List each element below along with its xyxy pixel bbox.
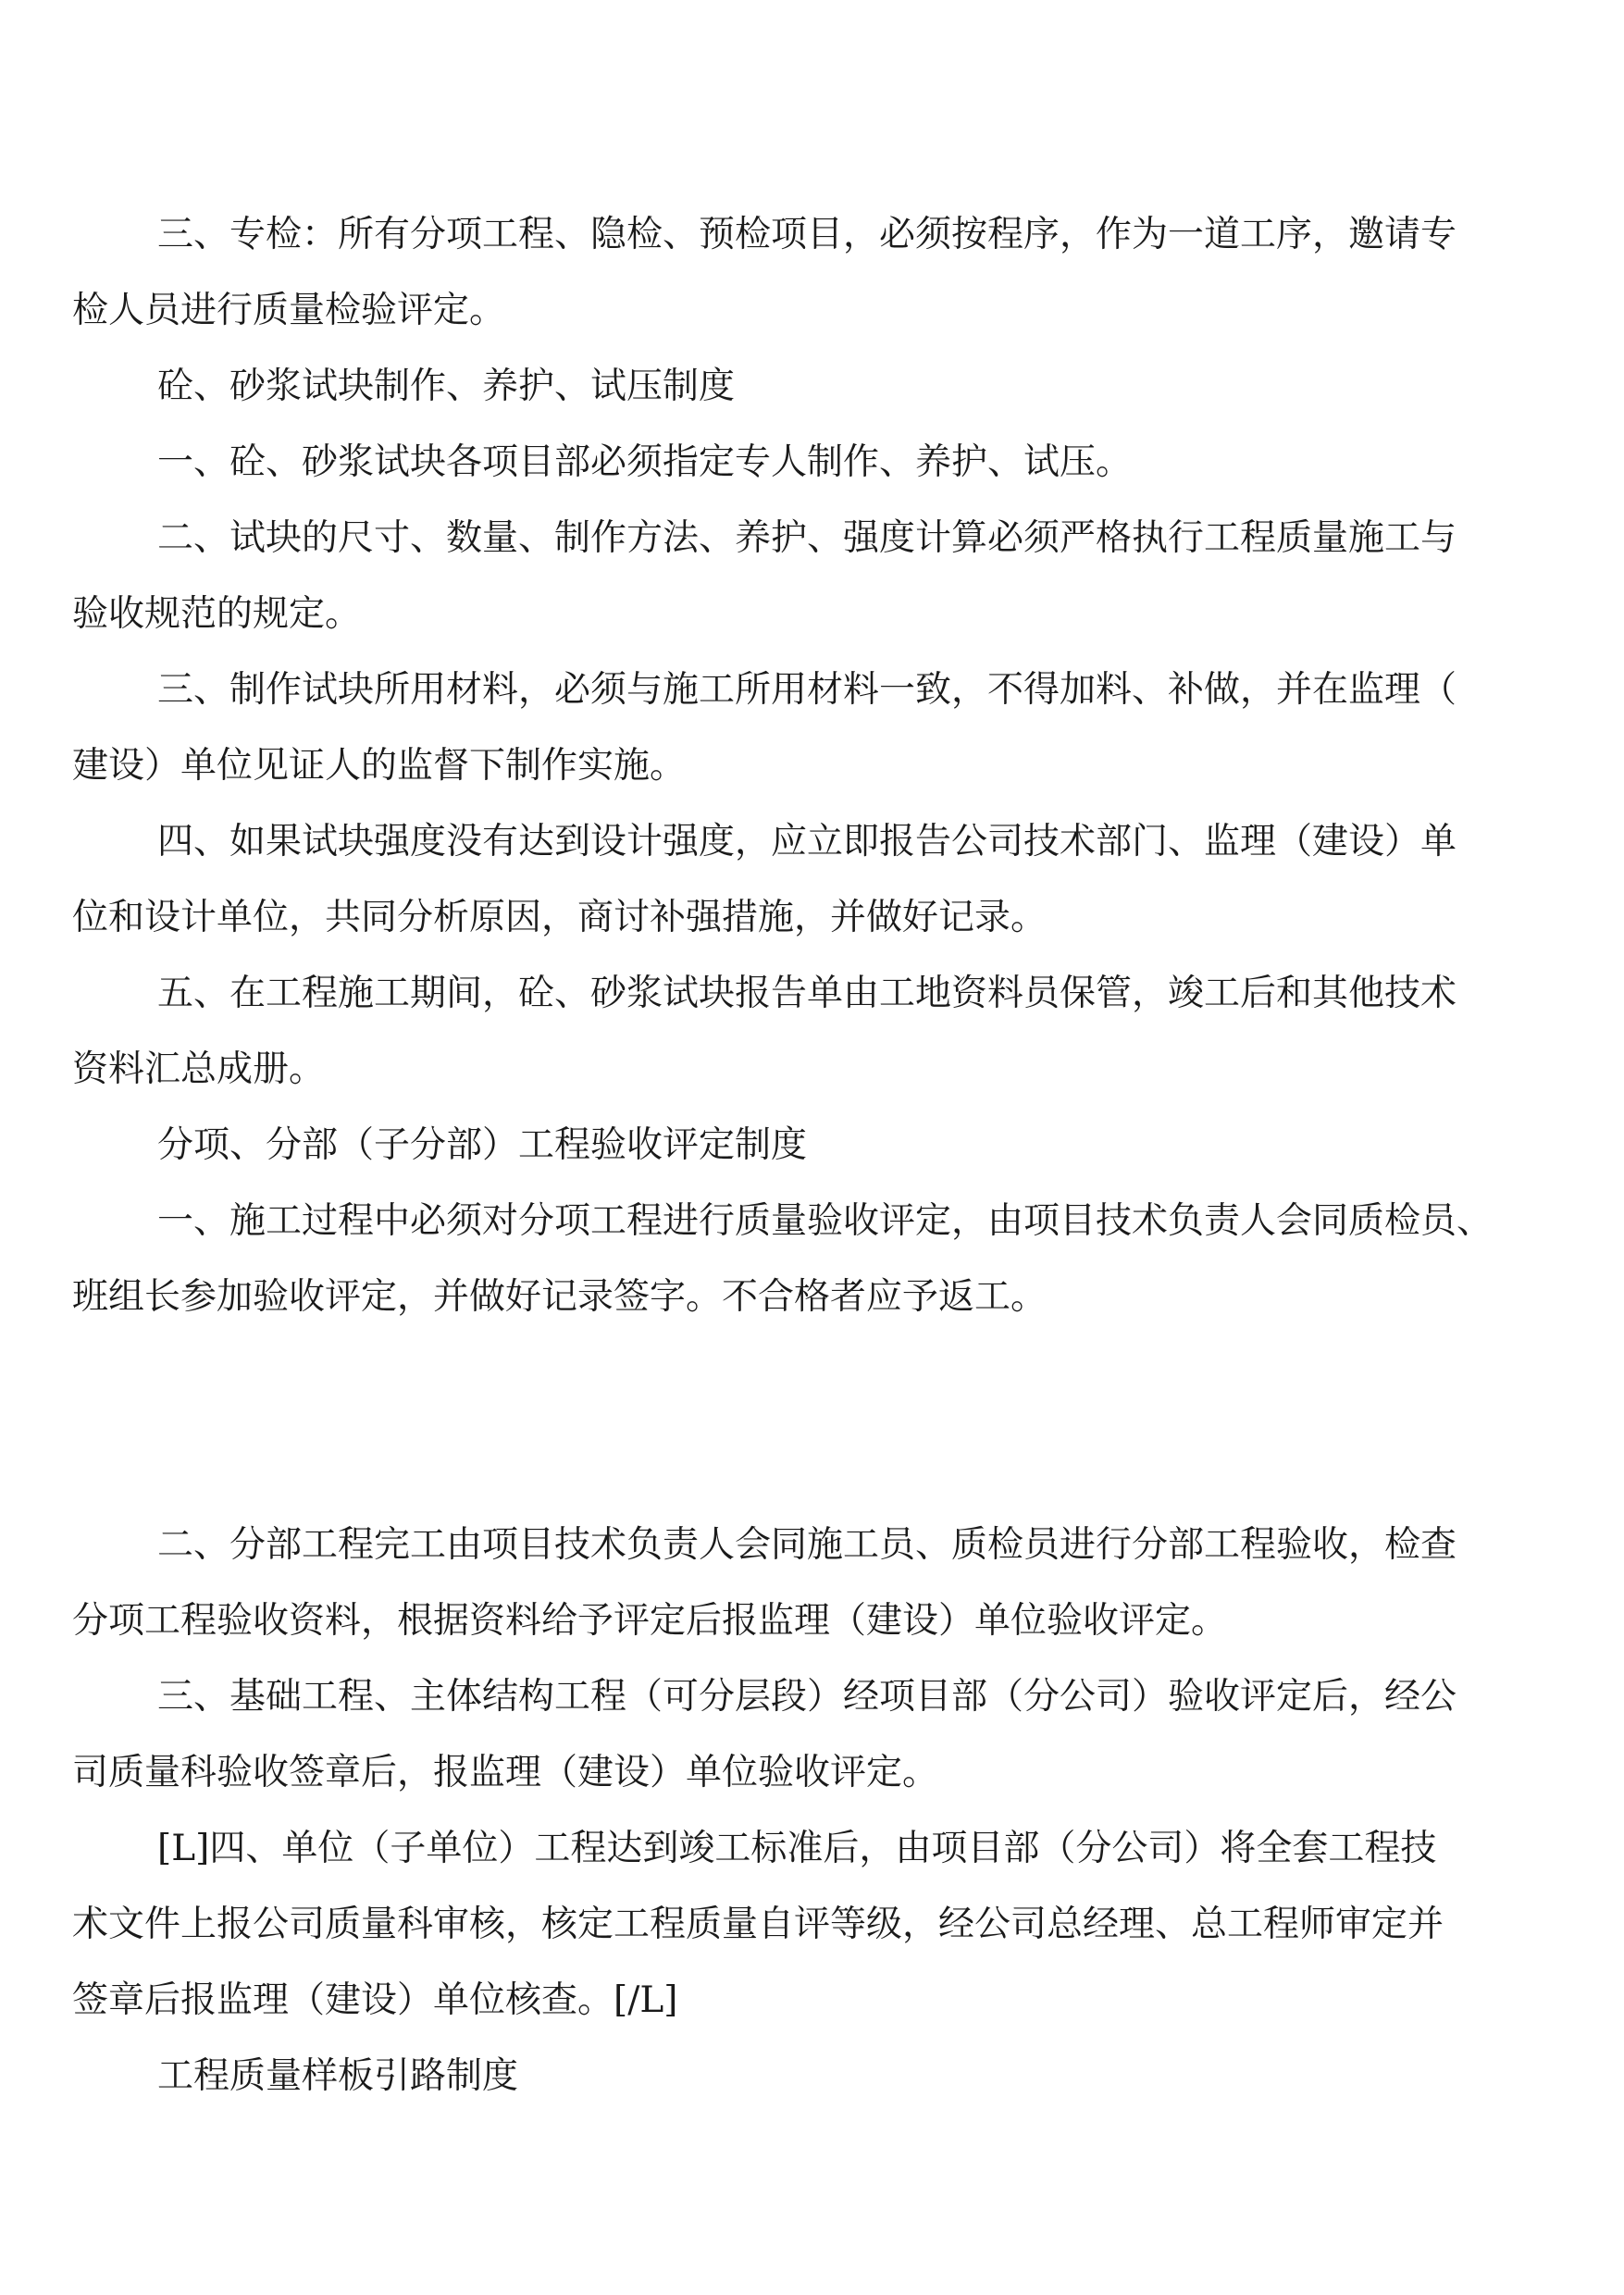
paragraph-line: 建设）单位见证人的监督下制作实施。 <box>72 745 687 787</box>
paragraph-test-block-5 <box>72 956 1556 1108</box>
paragraph-line: 分项工程验收资料，根据资料给予评定后报监理（建设）单位验收评定。 <box>72 1600 1228 1642</box>
paragraph-acceptance-4 <box>72 1811 1556 2039</box>
section-heading: 砼、砂浆试块制作、养护、试压制度 <box>157 366 736 407</box>
paragraph-test-block-3 <box>72 652 1556 804</box>
paragraph-line: 三、基础工程、主体结构工程（可分层段）经项目部（分公司）验收评定后，经公 <box>157 1676 1457 1718</box>
paragraph-special-inspection <box>72 197 1556 349</box>
paragraph-line: 验收规范的规定。 <box>72 593 362 635</box>
paragraph-line: 四、如果试块强度没有达到设计强度，应立即报告公司技术部门、监理（建设）单 <box>157 821 1457 862</box>
paragraph-acceptance-3 <box>72 1659 1556 1811</box>
paragraph-line: 二、分部工程完工由项目技术负责人会同施工员、质检员进行分部工程验收，检查 <box>157 1524 1457 1566</box>
paragraph-line: 签章后报监理（建设）单位核查。[/L] <box>72 1979 678 2021</box>
paragraph-line: 三、专检：所有分项工程、隐检、预检项目，必须按程序，作为一道工序，邀请专 <box>157 214 1457 255</box>
paragraph-line: 司质量科验收签章后，报监理（建设）单位验收评定。 <box>72 1752 939 1793</box>
paragraph-line: 术文件上报公司质量科审核，核定工程质量自评等级，经公司总经理、总工程师审定并 <box>72 1904 1444 1945</box>
section-heading-acceptance <box>72 1108 1556 1184</box>
paragraph-line: 五、在工程施工期间，砼、砂浆试块报告单由工地资料员保管，竣工后和其他技术 <box>157 973 1457 1014</box>
paragraph-line: 位和设计单位，共同分析原因，商讨补强措施，并做好记录。 <box>72 897 1048 938</box>
section-heading: 工程质量样板引路制度 <box>157 2055 519 2097</box>
paragraph-test-block-1 <box>72 425 1556 501</box>
paragraph-line: 一、施工过程中必须对分项工程进行质量验收评定，由项目技术负责人会同质检员、 <box>157 1200 1494 1242</box>
paragraph-line: 资料汇总成册。 <box>72 1048 326 1090</box>
paragraph-line: 班组长参加验收评定，并做好记录签字。不合格者应予返工。 <box>72 1276 1048 1318</box>
paragraph-acceptance-1 <box>72 1184 1556 1335</box>
section-heading: 分项、分部（子分部）工程验收评定制度 <box>157 1124 808 1166</box>
paragraph-line: 二、试块的尺寸、数量、制作方法、养护、强度计算必须严格执行工程质量施工与 <box>157 517 1457 559</box>
paragraph-line: 检人员进行质量检验评定。 <box>72 290 506 331</box>
paragraph-line: [L]四、单位（子单位）工程达到竣工标准后，由项目部（分公司）将全套工程技 <box>157 1828 1437 1869</box>
paragraph-acceptance-2 <box>72 1507 1556 1659</box>
section-heading-sample-guide <box>72 2039 1556 2115</box>
paragraph-line: 一、砼、砂浆试块各项目部必须指定专人制作、养护、试压。 <box>157 441 1133 483</box>
paragraph-test-block-4 <box>72 804 1556 956</box>
paragraph-line: 三、制作试块所用材料，必须与施工所用材料一致，不得加料、补做，并在监理（ <box>157 669 1457 711</box>
section-heading-test-block <box>72 349 1556 425</box>
paragraph-test-block-2 <box>72 501 1556 652</box>
